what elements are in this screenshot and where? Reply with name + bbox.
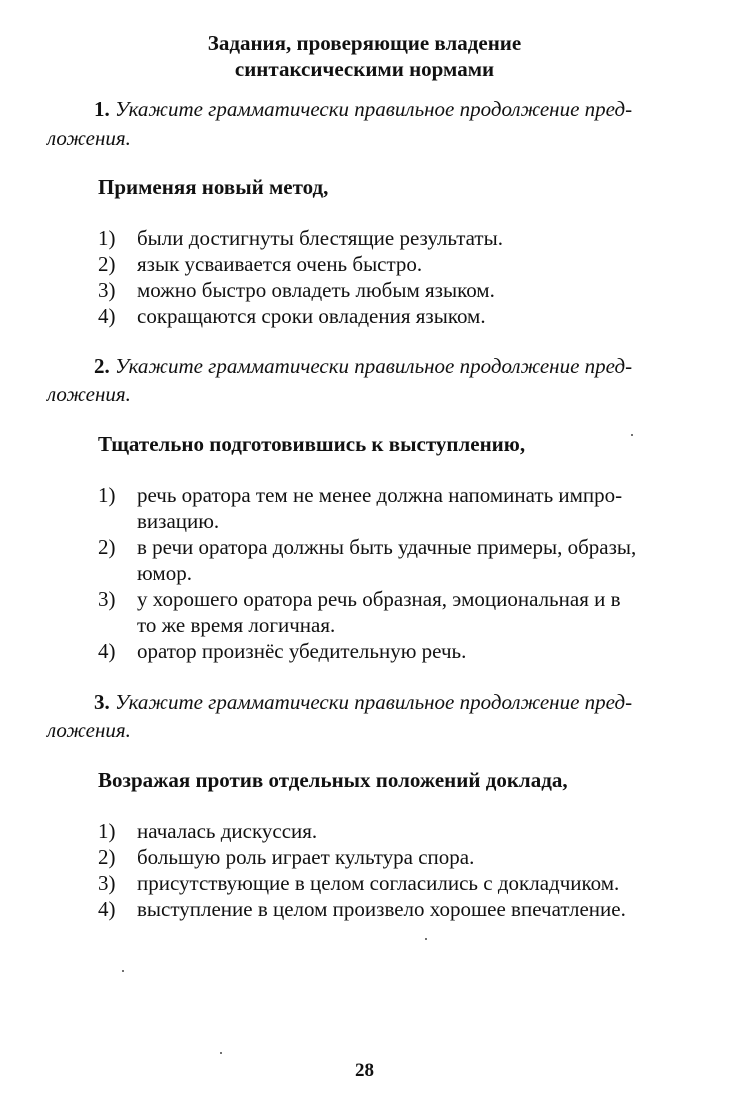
task-2-prompt: [94, 353, 632, 379]
task-2-option-3-continuation: то же время логичная.: [137, 613, 336, 637]
option-text: были достигнуты блестящие результаты.: [137, 226, 503, 250]
option-number: 4): [98, 304, 116, 328]
option-number: 3): [98, 871, 116, 895]
option-text: большую роль играет культура спора.: [137, 845, 475, 869]
option-text: язык усваивается очень быстро.: [137, 252, 423, 276]
task-2-option-1-continuation: визацию.: [137, 509, 220, 533]
page-title-line-2: синтаксическими нормами: [234, 57, 495, 81]
page-title-line-1: Задания, проверяющие владение: [207, 31, 522, 55]
page-number: 28: [355, 1060, 374, 1081]
task-2-number: 2.: [94, 354, 110, 378]
task-2-option-2-continuation: юмор.: [137, 561, 192, 585]
task-3-prompt-line-1: Укажите грамматически правильное продолжение пред-: [115, 690, 633, 714]
task-3-sentence-start: Возражая против отдельных положений доклада,: [98, 768, 568, 792]
option-number: 1): [98, 819, 116, 843]
option-number: 1): [98, 483, 116, 507]
option-text: можно быстро овладеть любым языком.: [137, 278, 495, 302]
option-text: у хорошего оратора речь образная, эмоциональная и в: [137, 587, 621, 611]
option-number: 3): [98, 278, 116, 302]
option-number: 4): [98, 639, 116, 663]
task-1-prompt: [94, 96, 632, 122]
option-number: 2): [98, 845, 116, 869]
option-number: 1): [98, 226, 116, 250]
option-text: выступление в целом произвело хорошее впечатление.: [137, 897, 626, 921]
task-1-sentence-start: Применяя новый метод,: [98, 175, 329, 199]
task-1-prompt-line-1: Укажите грамматически правильное продолжение пред-: [115, 97, 633, 121]
option-number: 2): [98, 252, 116, 276]
task-2-prompt-line-2: ложения.: [47, 382, 131, 406]
option-text: сокращаются сроки овладения языком.: [137, 304, 486, 328]
task-3-prompt: [94, 689, 632, 715]
option-number: 4): [98, 897, 116, 921]
task-3-prompt-line-2: ложения.: [47, 718, 131, 742]
option-text: речь оратора тем не менее должна напоминать импро-: [137, 483, 623, 507]
scan-speck: [425, 938, 427, 940]
task-2-prompt-line-1: Укажите грамматически правильное продолжение пред-: [115, 354, 633, 378]
option-number: 2): [98, 535, 116, 559]
option-text: в речи оратора должны быть удачные примеры, образы,: [137, 535, 637, 559]
scan-speck: [122, 970, 124, 972]
scan-speck: [631, 434, 633, 436]
task-2-sentence-start: Тщательно подготовившись к выступлению,: [98, 432, 526, 456]
task-3-number: 3.: [94, 690, 110, 714]
option-text: началась дискуссия.: [137, 819, 318, 843]
task-1-number: 1.: [94, 97, 110, 121]
option-text: оратор произнёс убедительную речь.: [137, 639, 467, 663]
scan-speck: [220, 1052, 222, 1054]
option-text: присутствующие в целом согласились с докладчиком.: [137, 871, 620, 895]
task-1-prompt-line-2: ложения.: [47, 126, 131, 150]
option-number: 3): [98, 587, 116, 611]
